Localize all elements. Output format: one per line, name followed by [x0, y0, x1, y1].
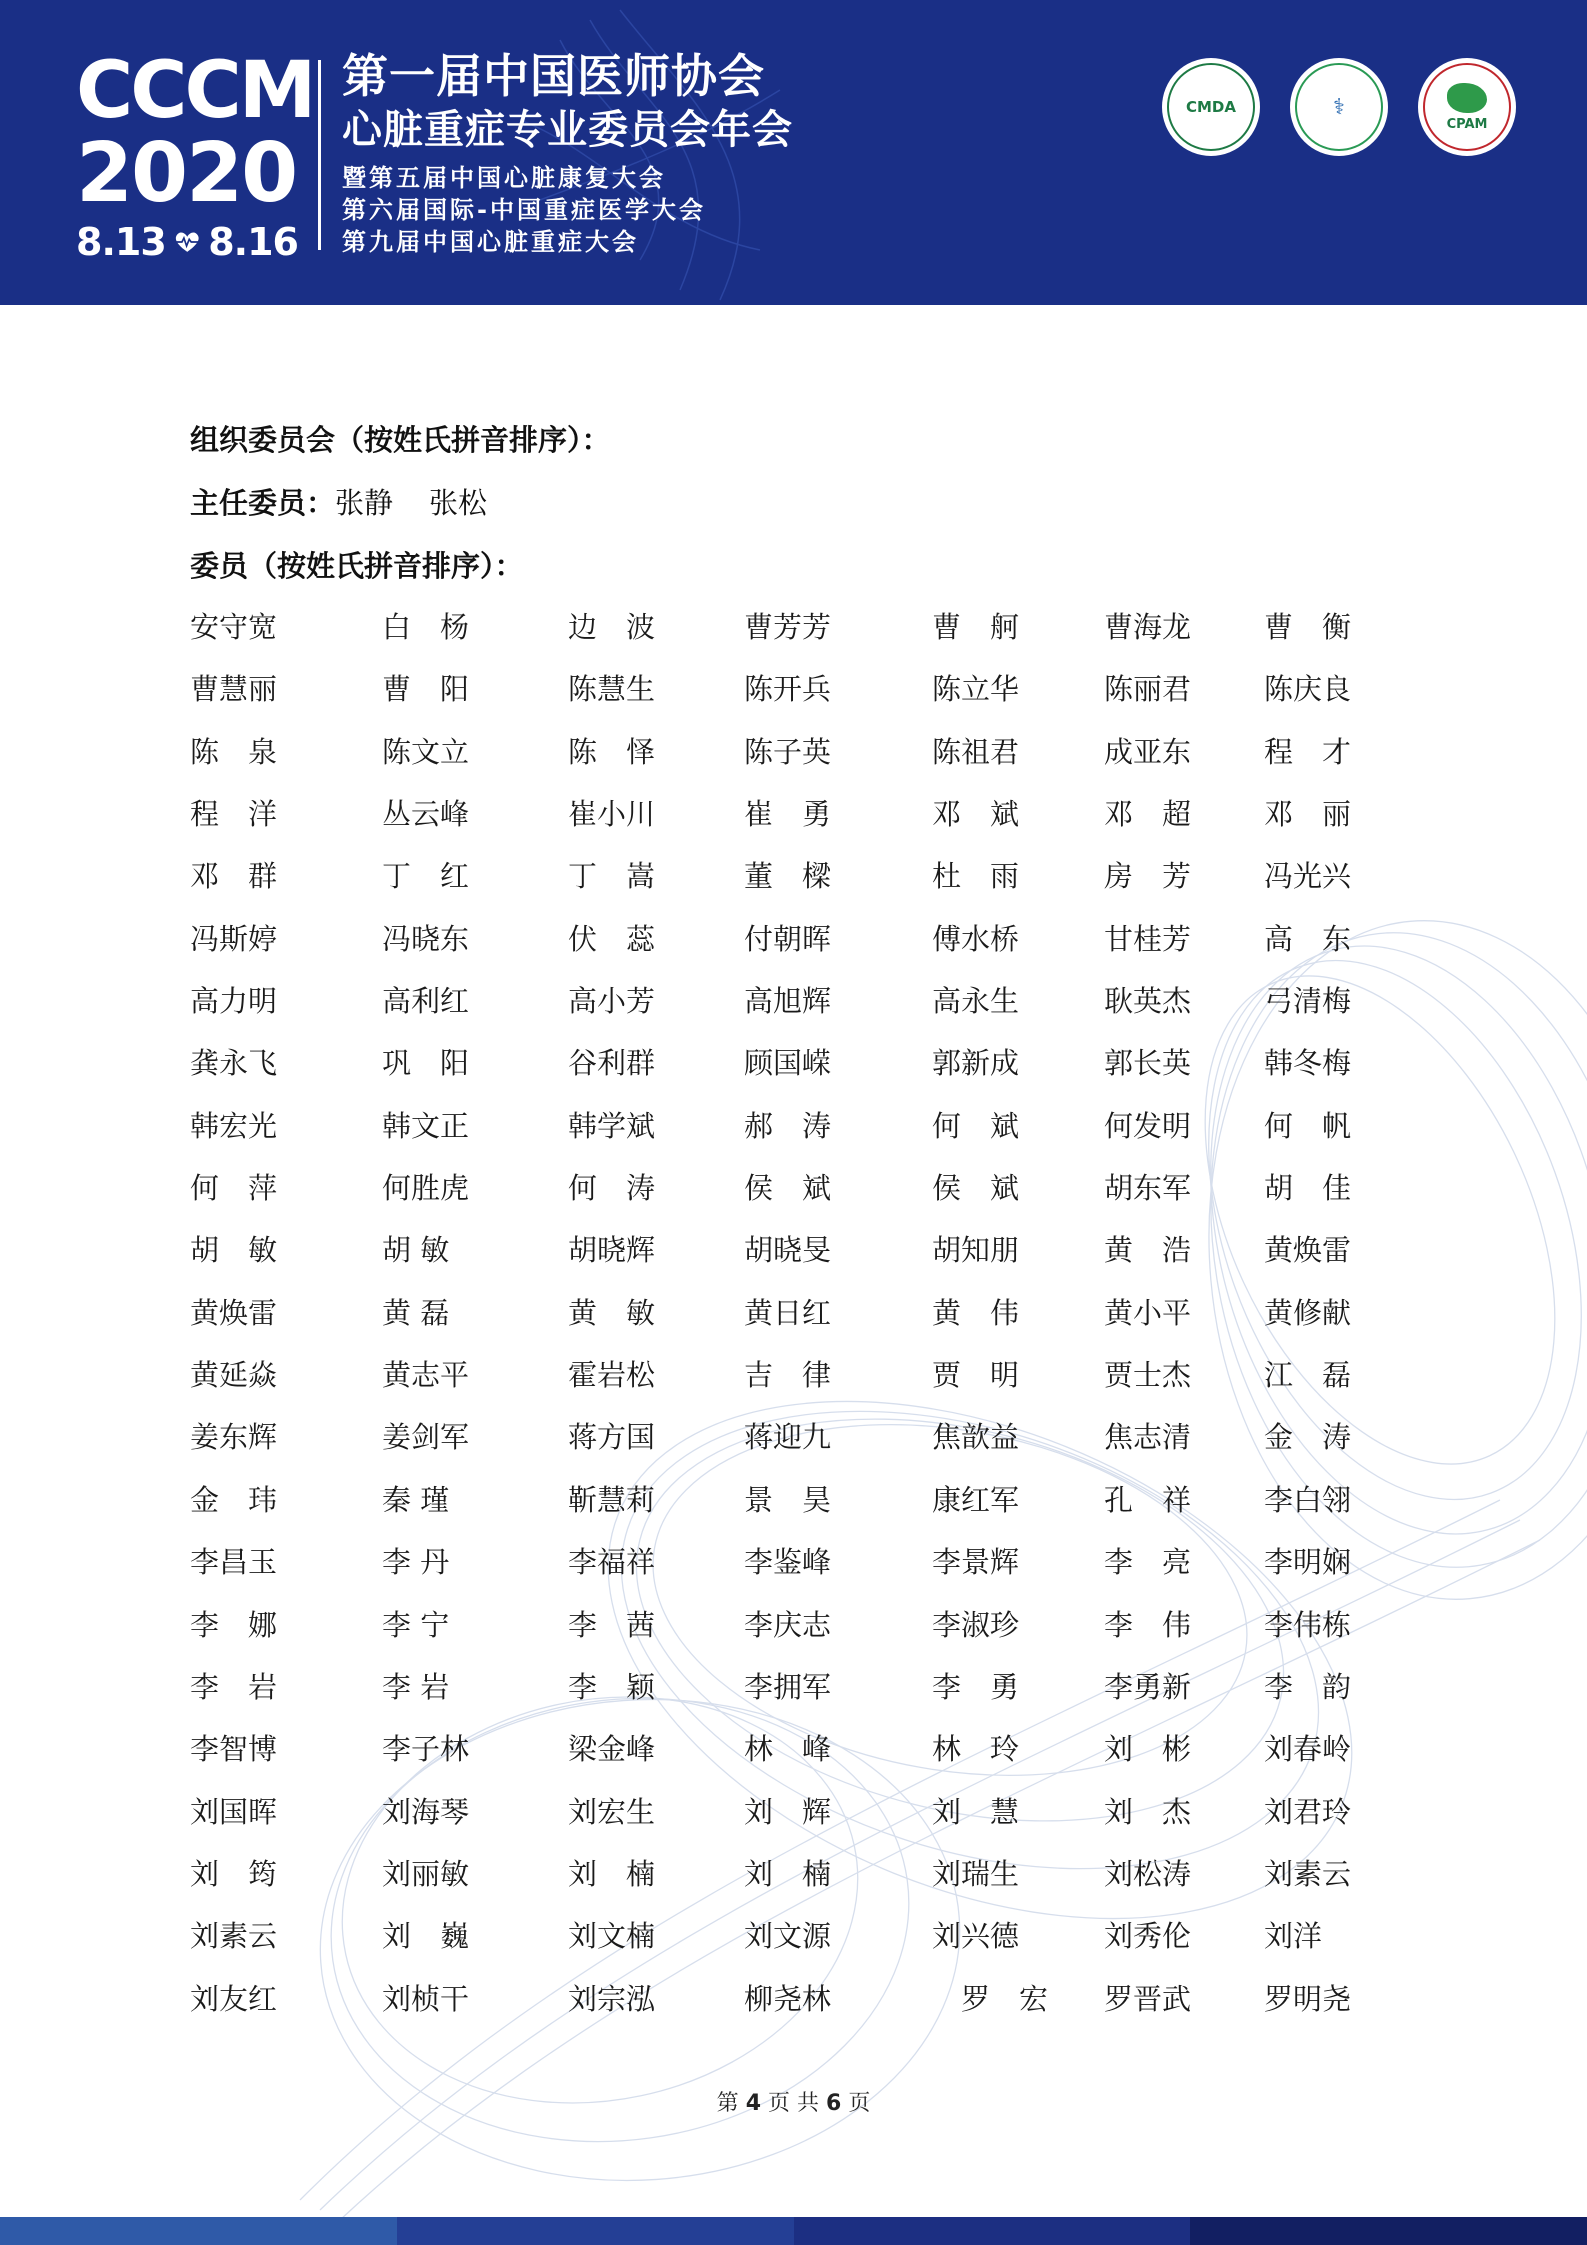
member-name: 李智博 [190, 1732, 278, 1767]
member-name: 罗 宏 [932, 1981, 1049, 2016]
member-name: 冯斯婷 [190, 921, 278, 956]
member-name: 黄 敏 [568, 1295, 656, 1330]
member-name: 傅水桥 [932, 921, 1020, 956]
member-name: 曹 舸 [932, 610, 1020, 644]
member-name: 李 勇 [932, 1669, 1020, 1704]
member-name: 梁金峰 [568, 1732, 656, 1767]
member-name: 高力明 [190, 984, 278, 1019]
brand-line1: CCCM [76, 46, 314, 136]
member-name: 刘友红 [190, 1981, 278, 2016]
member-name: 刘海琴 [382, 1794, 470, 1829]
subtitle-line3: 第九届中国心脏重症大会 [342, 228, 639, 256]
member-name: 高旭辉 [744, 984, 832, 1019]
member-name: 邓 斌 [932, 797, 1020, 832]
member-name: 金 玮 [190, 1482, 278, 1517]
member-name: 黄日红 [744, 1295, 832, 1330]
member-name: 胡 佳 [1264, 1171, 1352, 1206]
member-name: 边 波 [568, 610, 656, 644]
page-total: 6 [826, 2091, 842, 2116]
member-name: 李 丹 [382, 1545, 450, 1580]
member-name: 黄 磊 [382, 1295, 450, 1330]
member-name: 焦志清 [1104, 1420, 1192, 1455]
member-name: 刘素云 [1264, 1856, 1352, 1891]
member-name: 黄延焱 [190, 1358, 278, 1393]
member-name: 刘 慧 [932, 1794, 1020, 1829]
cmda-logo-text: CMDA [1186, 98, 1236, 116]
member-name: 刘丽敏 [382, 1856, 470, 1891]
member-name: 郭长英 [1104, 1046, 1192, 1081]
member-name: 黄修献 [1264, 1295, 1352, 1330]
chair-name: 张松 [429, 486, 488, 520]
member-name: 罗明尧 [1264, 1981, 1352, 2016]
member-name: 何 斌 [932, 1108, 1020, 1143]
member-name: 江 磊 [1264, 1358, 1352, 1393]
member-name: 刘 楠 [744, 1856, 832, 1891]
member-name: 贾 明 [932, 1358, 1020, 1393]
chair-label: 主任委员： [190, 486, 336, 520]
member-name: 崔小川 [568, 797, 656, 832]
member-name: 黄小平 [1104, 1295, 1192, 1330]
page-mid: 页 共 [768, 2091, 819, 2116]
organizing-committee-heading: 组织委员会（按姓氏拼音排序）： [190, 423, 611, 457]
member-name: 李白翎 [1264, 1482, 1352, 1517]
member-name: 丁 嵩 [568, 859, 656, 894]
member-name: 韩宏光 [190, 1108, 278, 1143]
member-name: 刘兴德 [932, 1919, 1020, 1954]
member-name: 刘春岭 [1264, 1732, 1352, 1767]
member-name: 李 茜 [568, 1607, 656, 1642]
member-name: 蒋迎九 [744, 1420, 832, 1455]
member-name: 焦歆益 [932, 1420, 1020, 1455]
member-name: 高永生 [932, 984, 1020, 1019]
member-name: 胡东军 [1104, 1171, 1192, 1206]
member-name: 何 帆 [1264, 1108, 1352, 1143]
member-name: 曹慧丽 [190, 672, 278, 707]
member-name: 吉 律 [744, 1358, 832, 1393]
member-name: 白 杨 [382, 610, 470, 644]
member-name: 李淑珍 [932, 1607, 1020, 1642]
member-name: 刘文源 [744, 1919, 832, 1954]
member-name: 何 萍 [190, 1171, 278, 1206]
member-name: 林 玲 [932, 1732, 1020, 1767]
member-name: 成亚东 [1104, 734, 1192, 769]
member-name: 顾国嵘 [744, 1046, 832, 1081]
member-name: 曹 衡 [1264, 610, 1352, 644]
member-name: 李明娴 [1264, 1545, 1352, 1580]
chair-names [335, 486, 487, 520]
member-name: 冯晓东 [382, 921, 470, 956]
member-name: 丛云峰 [382, 797, 470, 832]
member-name: 李伟栋 [1264, 1607, 1352, 1642]
member-name: 刘 彬 [1104, 1732, 1192, 1767]
member-name: 郭新成 [932, 1046, 1020, 1081]
member-name: 胡晓旻 [744, 1233, 832, 1268]
member-name: 高小芳 [568, 984, 656, 1019]
member-name: 胡知朋 [932, 1233, 1020, 1268]
member-name: 陈祖君 [932, 734, 1020, 769]
member-name: 李子林 [382, 1732, 470, 1767]
member-name: 伏 蕊 [568, 921, 656, 956]
member-name: 刘 巍 [382, 1919, 470, 1954]
member-name: 蒋方国 [568, 1420, 656, 1455]
member-name: 李 颖 [568, 1669, 656, 1704]
member-name: 李景辉 [932, 1545, 1020, 1580]
bottom-color-bar [0, 2217, 1587, 2245]
member-name: 康红军 [932, 1482, 1020, 1517]
member-name: 何 涛 [568, 1171, 656, 1206]
members-heading: 委员（按姓氏拼音排序）： [190, 549, 524, 583]
member-name: 曹海龙 [1104, 610, 1192, 644]
member-name: 胡 敏 [190, 1233, 278, 1268]
page-prefix: 第 [716, 2091, 739, 2116]
member-name: 丁 红 [382, 859, 470, 894]
member-name: 甘桂芳 [1104, 921, 1192, 956]
member-name: 邓 超 [1104, 797, 1192, 832]
page-suffix: 页 [848, 2091, 871, 2116]
chair-name: 张静 [335, 486, 394, 520]
member-name: 侯 斌 [932, 1171, 1020, 1206]
page-number [0, 2086, 1587, 2117]
member-name: 罗晋武 [1104, 1981, 1192, 2016]
member-name: 房 芳 [1104, 859, 1192, 894]
member-name: 邓 丽 [1264, 797, 1352, 832]
member-name: 李鉴峰 [744, 1545, 832, 1580]
member-name: 李勇新 [1104, 1669, 1192, 1704]
member-name: 胡晓辉 [568, 1233, 656, 1268]
member-name: 陈子英 [744, 734, 832, 769]
member-name: 董 樑 [744, 859, 832, 894]
member-name: 黄志平 [382, 1358, 470, 1393]
member-name: 陈慧生 [568, 672, 656, 707]
member-name: 李 伟 [1104, 1607, 1192, 1642]
date-start: 8.13 [76, 220, 166, 264]
member-name: 姜剑军 [382, 1420, 470, 1455]
member-name: 柳尧林 [744, 1981, 832, 2016]
caduceus-icon: ⚕ [1333, 94, 1345, 120]
subtitle-line1: 暨第五届中国心脏康复大会 [342, 164, 666, 192]
member-name: 金 涛 [1264, 1420, 1352, 1455]
member-name: 杜 雨 [932, 859, 1020, 894]
member-name: 胡 敏 [382, 1233, 450, 1268]
member-name: 李福祥 [568, 1545, 656, 1580]
member-name: 陈 怿 [568, 734, 656, 769]
member-name: 陈丽君 [1104, 672, 1192, 707]
member-name: 郝 涛 [744, 1108, 832, 1143]
member-name: 陈立华 [932, 672, 1020, 707]
member-name: 冯光兴 [1264, 859, 1352, 894]
date-end: 8.16 [208, 220, 298, 264]
member-name: 陈开兵 [744, 672, 832, 707]
member-name: 李昌玉 [190, 1545, 278, 1580]
member-name: 刘桢干 [382, 1981, 470, 2016]
member-name: 耿英杰 [1104, 984, 1192, 1019]
member-name: 陈文立 [382, 734, 470, 769]
member-name: 刘 楠 [568, 1856, 656, 1891]
member-name: 高利红 [382, 984, 470, 1019]
member-name: 曹 阳 [382, 672, 470, 707]
member-name: 弓清梅 [1264, 984, 1352, 1019]
member-name: 韩冬梅 [1264, 1046, 1352, 1081]
member-name: 谷利群 [568, 1046, 656, 1081]
member-name: 刘君玲 [1264, 1794, 1352, 1829]
member-name: 何胜虎 [382, 1171, 470, 1206]
chair-line [190, 485, 487, 521]
member-name: 刘 辉 [744, 1794, 832, 1829]
member-name: 刘宗泓 [568, 1981, 656, 2016]
member-name: 靳慧莉 [568, 1482, 656, 1517]
member-name: 秦 瑾 [382, 1482, 450, 1517]
member-name: 刘秀伦 [1104, 1919, 1192, 1954]
member-name: 黄 浩 [1104, 1233, 1192, 1268]
member-name: 林 峰 [744, 1732, 832, 1767]
member-name: 侯 斌 [744, 1171, 832, 1206]
brand-line2: 2020 [76, 126, 297, 221]
member-name: 曹芳芳 [744, 610, 832, 644]
member-name: 李拥军 [744, 1669, 832, 1704]
member-name: 刘 杰 [1104, 1794, 1192, 1829]
member-name: 刘瑞生 [932, 1856, 1020, 1891]
member-name: 李 韵 [1264, 1669, 1352, 1704]
member-name: 霍岩松 [568, 1358, 656, 1393]
member-name: 景 昊 [744, 1482, 832, 1517]
member-name: 李 娜 [190, 1607, 278, 1642]
member-name: 姜东辉 [190, 1420, 278, 1455]
member-name: 李 岩 [190, 1669, 278, 1704]
member-name: 邓 群 [190, 859, 278, 894]
member-name: 陈 泉 [190, 734, 278, 769]
member-name: 刘松涛 [1104, 1856, 1192, 1891]
member-name: 黄 伟 [932, 1295, 1020, 1330]
member-name: 程 洋 [190, 797, 278, 832]
title-line1: 第一届中国医师协会 [342, 49, 765, 103]
member-name-grid [190, 609, 1374, 2043]
member-name: 安守宽 [190, 610, 278, 644]
member-name: 刘文楠 [568, 1919, 656, 1954]
member-name: 贾士杰 [1104, 1358, 1192, 1393]
member-name: 黄焕雷 [1264, 1233, 1352, 1268]
member-name: 崔 勇 [744, 797, 832, 832]
member-name: 刘洋 [1264, 1919, 1323, 1954]
member-name: 韩文正 [382, 1108, 470, 1143]
member-name: 韩学斌 [568, 1108, 656, 1143]
subtitle-line2: 第六届国际-中国重症医学大会 [342, 196, 706, 224]
member-name: 巩 阳 [382, 1046, 470, 1081]
member-name: 黄焕雷 [190, 1295, 278, 1330]
member-name: 刘宏生 [568, 1794, 656, 1829]
member-name: 李 岩 [382, 1669, 450, 1704]
page-current: 4 [745, 2091, 761, 2116]
member-name: 李 亮 [1104, 1545, 1192, 1580]
member-name: 付朝晖 [744, 921, 832, 956]
member-name: 李 宁 [382, 1607, 450, 1642]
member-name: 龚永飞 [190, 1046, 278, 1081]
member-name: 刘 筠 [190, 1856, 278, 1891]
title-line2: 心脏重症专业委员会年会 [342, 107, 793, 153]
member-name: 程 才 [1264, 734, 1352, 769]
member-name: 刘国晖 [190, 1794, 278, 1829]
member-name: 何发明 [1104, 1108, 1192, 1143]
member-name: 刘素云 [190, 1919, 278, 1954]
member-name: 孔 祥 [1104, 1482, 1192, 1517]
member-name: 陈庆良 [1264, 672, 1352, 707]
cpam-logo-text: CPAM [1446, 116, 1488, 132]
member-name: 高 东 [1264, 921, 1352, 956]
member-name: 李庆志 [744, 1607, 832, 1642]
